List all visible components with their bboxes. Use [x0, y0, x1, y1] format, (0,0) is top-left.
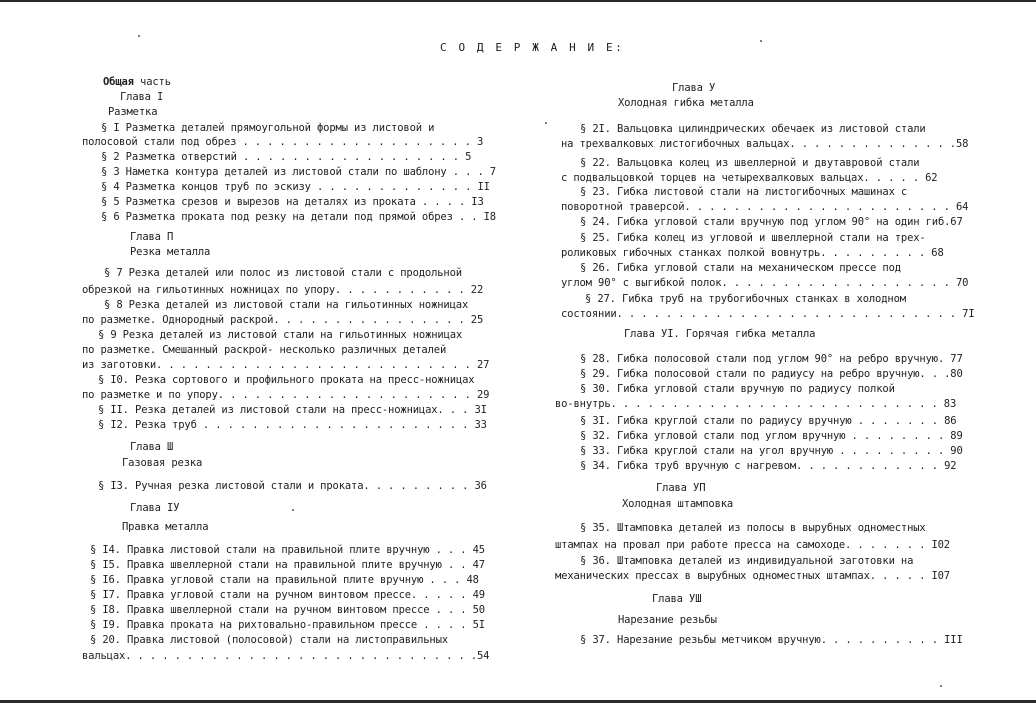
toc-entry-37: § 37. Нарезание резьбы метчиком вручную. . . . . . . . . . III [580, 634, 963, 646]
toc-entry-22-line-2: с подвальцовкой торцев на четырехвалковых вальцах. . . . . 62 [561, 172, 938, 184]
toc-entry-13: § I3. Ручная резка листовой стали и проката. . . . . . . . . 36 [98, 480, 487, 492]
toc-entry-21-line-1: § 2I. Вальцовка цилиндрических обечаек из листовой стали [580, 123, 926, 135]
toc-entry-10-line-1: § I0. Резка сортового и профильного проката на пресс-ножницах [98, 374, 475, 386]
toc-entry-35-line-2: штампах на провал при работе пресса на самоходе. . . . . . . I02 [555, 539, 950, 551]
toc-entry-25-line-2: роликовых гибочных станках полкой вовнутрь. . . . . . . . . 68 [561, 247, 944, 259]
toc-entry-9-line-1: § 9 Резка деталей из листовой стали на гильотинных ножницах [98, 329, 463, 341]
toc-entry-10-line-2: по разметке и по упору. . . . . . . . . . . . . . . . . . . . . 29 [82, 389, 490, 401]
toc-entry-27-line-2: состоянии. . . . . . . . . . . . . . . . . . . . . . . . . . . . 7I [561, 308, 975, 320]
toc-entry-3: § 3 Наметка контура деталей из листовой стали по шаблону . . . 7 [101, 166, 496, 178]
chapter-3-heading: Глава Ш [130, 441, 174, 453]
toc-entry-6: § 6 Разметка проката под резку на детали под прямой обрез . . I8 [101, 211, 496, 223]
chapter-3-name: Газовая резка [122, 457, 203, 469]
scan-speck [940, 685, 942, 687]
toc-entry-36-line-1: § 36. Штамповка деталей из индивидуальной заготовки на [580, 555, 914, 567]
toc-entry-8-line-2: по разметке. Однородный раскрой. . . . . . . . . . . . . . . . 25 [82, 314, 484, 326]
chapter-5-heading: Глава У [672, 82, 716, 94]
toc-entry-16: § I6. Правка угловой стали на правильной плите вручную . . . 48 [90, 574, 479, 586]
toc-entry-18: § I8. Правка швеллерной стали на ручном винтовом прессе . . . 50 [90, 604, 485, 616]
chapter-7-name: Холодная штамповка [622, 498, 734, 510]
chapter-4-heading: Глава IУ [130, 502, 180, 514]
part-heading [103, 76, 171, 89]
toc-entry-11: § II. Резка деталей из листовой стали на пресс-ножницах. . . 3I [98, 404, 487, 416]
toc-entry-1-line-2: полосовой стали под обрез . . . . . . . . . . . . . . . . . . . 3 [82, 136, 484, 148]
toc-entry-17: § I7. Правка угловой стали на ручном винтовом прессе. . . . . 49 [90, 589, 485, 601]
toc-entry-23-line-1: § 23. Гибка листовой стали на листогибочных машинах с [580, 186, 908, 198]
top-border [0, 0, 1036, 2]
toc-entry-31: § 3I. Гибка круглой стали по радиусу вручную . . . . . . . 86 [580, 415, 957, 427]
toc-entry-30-line-1: § 30. Гибка угловой стали вручную по радиусу полкой [580, 383, 895, 395]
part-heading-rest: часть [133, 76, 171, 88]
toc-entry-9-line-3: из заготовки. . . . . . . . . . . . . . . . . . . . . . . . . . 27 [82, 359, 490, 371]
scan-speck [760, 40, 762, 42]
scan-speck [292, 509, 294, 511]
toc-entry-33: § 33. Гибка круглой стали на угол вручную . . . . . . . . . 90 [580, 445, 963, 457]
toc-entry-15: § I5. Правка швеллерной стали на правильной плите вручную . . 47 [90, 559, 485, 571]
chapter-5-name: Холодная гибка металла [618, 97, 754, 109]
chapter-6-heading: Глава УI. Горячая гибка металла [624, 328, 816, 340]
toc-entry-25-line-1: § 25. Гибка колец из угловой и швеллерной стали на трех- [580, 232, 926, 244]
toc-entry-8-line-1: § 8 Резка деталей из листовой стали на гильотинных ножницах [104, 299, 469, 311]
chapter-2-heading: Глава П [130, 231, 174, 243]
toc-entry-26-line-2: углом 90° с выгибкой полок. . . . . . . . . . . . . . . . . . . 70 [561, 277, 969, 289]
bottom-border [0, 700, 1036, 703]
chapter-1-name: Разметка [108, 106, 158, 118]
toc-entry-5: § 5 Разметка срезов и вырезов на деталях из проката . . . . I3 [101, 196, 484, 208]
toc-entry-9-line-2: по разметке. Смешанный раскрой- несколько различных деталей [82, 344, 447, 356]
toc-entry-4: § 4 Разметка концов труб по эскизу . . . . . . . . . . . . . II [101, 181, 490, 193]
toc-entry-26-line-1: § 26. Гибка угловой стали на механическом прессе под [580, 262, 901, 274]
scan-speck [138, 35, 140, 37]
chapter-8-name: Нарезание резьбы [618, 614, 717, 626]
toc-entry-7-line-2: обрезкой на гильотинных ножницах по упору. . . . . . . . . . . 22 [82, 284, 484, 296]
toc-entry-20-line-2: вальцах. . . . . . . . . . . . . . . . . . . . . . . . . . . . .54 [82, 650, 490, 662]
toc-entry-28: § 28. Гибка полосовой стали под углом 90° на ребро вручную. 77 [580, 353, 963, 365]
toc-entry-27-line-1: § 27. Гибка труб на трубогибочных станках в холодном [585, 293, 906, 305]
scan-speck [545, 122, 547, 124]
toc-entry-19: § I9. Правка проката на рихтовально-правильном прессе . . . . 5I [90, 619, 485, 631]
toc-entry-21-line-2: на трехвалковых листогибочных вальцах. . . . . . . . . . . . . .58 [561, 138, 969, 150]
chapter-7-heading: Глава УП [656, 482, 706, 494]
toc-entry-30-line-2: во-внутрь. . . . . . . . . . . . . . . . . . . . . . . . . . . 83 [555, 398, 957, 410]
part-heading-bold: Общая [103, 76, 134, 88]
toc-entry-24: § 24. Гибка угловой стали вручную под углом 90° на один гиб.67 [580, 216, 963, 228]
toc-entry-22-line-1: § 22. Вальцовка колец из швеллерной и двутавровой стали [580, 157, 920, 169]
chapter-8-heading: Глава УШ [652, 593, 702, 605]
chapter-2-name: Резка металла [130, 246, 211, 258]
toc-entry-35-line-1: § 35. Штамповка деталей из полосы в вырубных одноместных [580, 522, 926, 534]
toc-entry-20-line-1: § 20. Правка листовой (полосовой) стали на листоправильных [90, 634, 448, 646]
toc-entry-36-line-2: механических прессах в вырубных одноместных штампах. . . . . I07 [555, 570, 950, 582]
toc-entry-34: § 34. Гибка труб вручную с нагревом. . . . . . . . . . . . 92 [580, 460, 957, 472]
chapter-4-name: Правка металла [122, 521, 209, 533]
toc-entry-7-line-1: § 7 Резка деталей или полос из листовой стали с продольной [104, 267, 462, 279]
toc-entry-2: § 2 Разметка отверстий . . . . . . . . . . . . . . . . . . 5 [101, 151, 472, 163]
toc-entry-14: § I4. Правка листовой стали на правильной плите вручную . . . 45 [90, 544, 485, 556]
toc-entry-32: § 32. Гибка угловой стали под углом вручную . . . . . . . . 89 [580, 430, 963, 442]
toc-entry-23-line-2: поворотной траверсой. . . . . . . . . . . . . . . . . . . . . . 64 [561, 201, 969, 213]
page-title: С О Д Е Р Ж А Н И Е: [440, 41, 625, 54]
toc-entry-1-line-1: § I Разметка деталей прямоугольной формы из листовой и [101, 122, 435, 134]
chapter-1-heading: Глава I [120, 91, 164, 103]
toc-entry-12: § I2. Резка труб . . . . . . . . . . . . . . . . . . . . . . 33 [98, 419, 487, 431]
toc-entry-29: § 29. Гибка полосовой стали по радиусу на ребро вручную. . .80 [580, 368, 963, 380]
